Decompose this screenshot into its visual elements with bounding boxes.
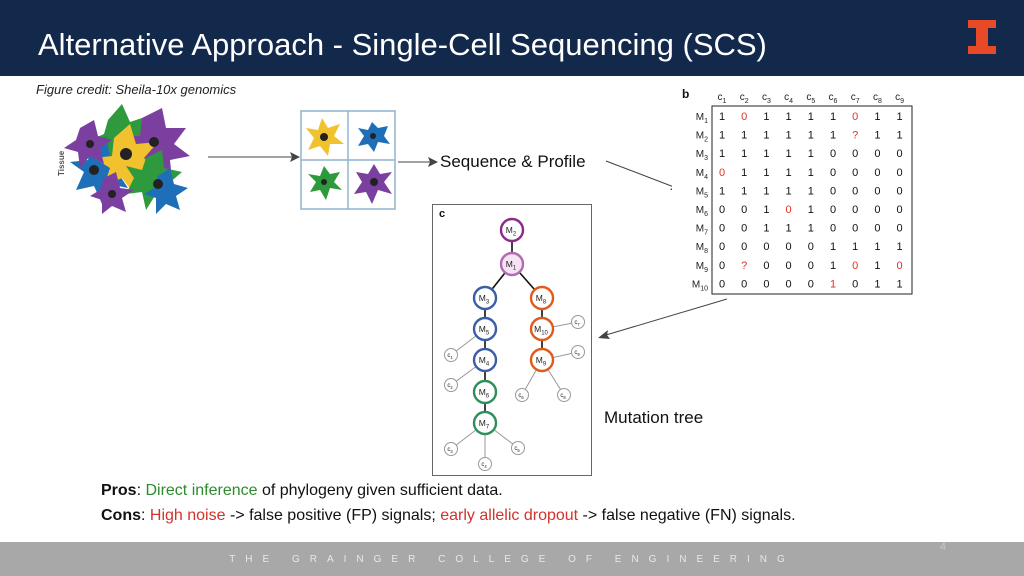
matrix-cell: 0 — [852, 111, 859, 123]
matrix-cell: 1 — [807, 111, 814, 123]
matrix-col-header: $c_5$ — [806, 92, 816, 105]
matrix-row-label: $M_8$ — [695, 242, 708, 256]
matrix-cell: 1 — [874, 111, 881, 123]
matrix-row-label: $M_2$ — [695, 130, 708, 144]
pros-cons-text — [101, 478, 796, 528]
tree-leaf-label: $c_2$ — [447, 383, 453, 390]
matrix-cell: 1 — [785, 222, 792, 235]
arrow-to-cells — [206, 150, 302, 164]
matrix-cell: 0 — [741, 204, 748, 216]
matrix-cell: 0 — [807, 241, 814, 254]
matrix-cell: ? — [741, 259, 748, 272]
matrix-cell: 0 — [741, 278, 748, 291]
matrix-col-header: $c_6$ — [828, 92, 838, 105]
matrix-cell: 1 — [807, 204, 814, 216]
tree-node-label: $M_5$ — [478, 324, 490, 337]
matrix-col-header: $c_9$ — [895, 92, 905, 105]
matrix-row-label: $M_{10}$ — [691, 279, 708, 293]
matrix-cell: 0 — [718, 166, 726, 179]
matrix-cell: 1 — [763, 111, 770, 123]
pros-line — [101, 478, 796, 503]
matrix-cell: 1 — [763, 222, 770, 235]
matrix-cell: 1 — [807, 148, 814, 161]
matrix-row-label: $M_4$ — [695, 167, 708, 181]
cons-sep: : — [141, 507, 150, 524]
matrix-cell: 0 — [718, 259, 726, 272]
matrix-cell: 0 — [763, 278, 770, 291]
matrix-cell: 1 — [741, 166, 748, 179]
matrix-cell: 0 — [741, 241, 748, 254]
tree-leaf-label: $c_6$ — [518, 393, 524, 400]
tree-leaf-label: $c_3$ — [447, 447, 453, 454]
matrix-cell: 1 — [763, 148, 770, 161]
matrix-cell: 1 — [852, 241, 859, 254]
matrix-col-header: $c_4$ — [784, 92, 794, 105]
matrix-cell: 1 — [896, 111, 903, 123]
matrix-cell: 0 — [896, 185, 903, 198]
matrix-cell: 1 — [874, 241, 881, 254]
matrix-row-label: $M_5$ — [695, 186, 708, 200]
mutation-tree-panel — [432, 204, 592, 476]
tree-leaf-label: $c_1$ — [447, 353, 453, 360]
matrix-cell: 0 — [896, 204, 903, 216]
matrix-cell: 0 — [874, 148, 881, 161]
matrix-cell: 1 — [829, 278, 837, 291]
pros-sep: : — [136, 482, 146, 499]
tree-panel-label: c — [439, 208, 446, 220]
tree-node-label: $M_4$ — [478, 355, 490, 368]
tree-leaf-label: $c_8$ — [560, 393, 566, 400]
matrix-cell: 1 — [741, 185, 748, 198]
matrix-col-header: $c_2$ — [739, 92, 749, 105]
matrix-cell: 0 — [829, 185, 837, 198]
matrix-cell: 1 — [718, 111, 726, 123]
matrix-cell: 0 — [874, 222, 881, 235]
matrix-cell: 0 — [874, 204, 881, 216]
matrix-cell: 0 — [718, 241, 726, 254]
matrix-cell: 1 — [785, 111, 792, 123]
tissue-label: Tissue — [57, 150, 66, 176]
tree-leaf-label: $c_5$ — [514, 446, 520, 453]
matrix-cell: 0 — [896, 148, 903, 161]
matrix-cell: 0 — [741, 222, 748, 235]
page-number: 4 — [939, 541, 946, 553]
tree-node-label: $M_8$ — [535, 293, 547, 306]
matrix-cell: 0 — [896, 222, 903, 235]
footer-bar — [0, 542, 1024, 576]
cons-highlight-dropout: early allelic dropout — [440, 507, 579, 524]
matrix-cell: 0 — [785, 204, 792, 216]
matrix-cell: 1 — [896, 129, 903, 142]
tree-leaf-label: $c_4$ — [481, 462, 487, 469]
matrix-cell: 1 — [763, 166, 770, 179]
matrix-cell: ? — [852, 129, 859, 142]
matrix-cell: 0 — [718, 278, 726, 291]
pros-label: Pros — [101, 482, 137, 499]
tree-node-label: $M_2$ — [505, 225, 517, 238]
tree-leaf-label: $c_9$ — [574, 350, 580, 357]
matrix-cell: 1 — [785, 185, 792, 198]
matrix-col-header: $c_7$ — [850, 92, 860, 105]
matrix-cell: 1 — [896, 241, 903, 254]
matrix-cell: 1 — [785, 129, 792, 142]
matrix-panel-label: b — [682, 87, 690, 101]
tree-node-label: $M_3$ — [478, 293, 490, 306]
tree-node-label: $M_7$ — [478, 418, 490, 431]
matrix-cell: 1 — [718, 148, 726, 161]
matrix-row-label: $M_1$ — [695, 112, 708, 125]
pros-highlight: Direct inference — [145, 482, 258, 499]
matrix-cell: 1 — [763, 185, 770, 198]
matrix-row-label: $M_6$ — [695, 205, 708, 218]
matrix-cell: 1 — [829, 111, 837, 123]
matrix-cell: 1 — [874, 129, 881, 142]
tree-node-label: $M_{10}$ — [534, 324, 548, 337]
title-bar — [0, 0, 1024, 76]
matrix-cell: 0 — [763, 259, 770, 272]
sequence-profile-label: Sequence & Profile — [440, 152, 586, 171]
illinois-logo-icon — [966, 18, 998, 56]
matrix-cell: 0 — [874, 166, 881, 179]
matrix-cell: 1 — [741, 129, 748, 142]
matrix-cell: 0 — [874, 185, 881, 198]
matrix-cell: 1 — [763, 204, 770, 216]
matrix-cell: 0 — [896, 259, 903, 272]
matrix-cell: 0 — [785, 241, 792, 254]
matrix-cell: 0 — [741, 111, 748, 123]
mutation-tree-label: Mutation tree — [604, 408, 704, 427]
matrix-col-header: $c_8$ — [872, 92, 882, 105]
tree-node-label: $M_6$ — [478, 387, 490, 400]
matrix-cell: 1 — [829, 259, 837, 272]
single-cell-grid — [300, 110, 396, 210]
matrix-col-header: $c_1$ — [717, 92, 727, 105]
matrix-cell: 1 — [718, 129, 726, 142]
cons-highlight-noise: High noise — [149, 507, 226, 524]
matrix-cell: 0 — [829, 204, 837, 216]
matrix-cell: 0 — [718, 222, 726, 235]
matrix-cell: 1 — [785, 148, 792, 161]
mutation-matrix — [672, 82, 918, 298]
matrix-cell: 0 — [807, 259, 814, 272]
matrix-cell: 1 — [807, 222, 814, 235]
matrix-cell: 0 — [896, 166, 903, 179]
matrix-row-label: $M_3$ — [695, 149, 708, 163]
matrix-cell: 1 — [807, 166, 814, 179]
tree-node-label: $M_1$ — [505, 259, 517, 272]
matrix-cell: 0 — [852, 278, 859, 291]
matrix-cell: 1 — [763, 129, 770, 142]
tree-leaf-label: $c_7$ — [574, 320, 580, 327]
matrix-cell: 0 — [852, 222, 859, 235]
matrix-cell: 0 — [763, 241, 770, 254]
matrix-cell: 1 — [807, 185, 814, 198]
footer-text: THE GRAINGER COLLEGE OF ENGINEERING — [229, 554, 795, 565]
matrix-cell: 0 — [852, 259, 859, 272]
matrix-cell: 1 — [785, 166, 792, 179]
matrix-cell: 1 — [807, 129, 814, 142]
matrix-cell: 1 — [829, 129, 837, 142]
cons-label: Cons — [101, 507, 141, 524]
matrix-cell: 0 — [785, 278, 792, 291]
matrix-cell: 0 — [829, 222, 837, 235]
matrix-cell: 0 — [852, 185, 859, 198]
matrix-row-label: $M_7$ — [695, 223, 708, 237]
arrow-to-tree — [596, 296, 730, 340]
matrix-cell: 0 — [852, 148, 859, 161]
matrix-cell: 1 — [874, 278, 881, 291]
matrix-cell: 1 — [829, 241, 837, 254]
matrix-cell: 1 — [741, 148, 748, 161]
pros-rest: of phylogeny given sufficient data. — [257, 482, 503, 499]
tissue-illustration — [50, 98, 210, 218]
matrix-cell: 0 — [852, 204, 859, 216]
slide-title: Alternative Approach - Single-Cell Sequencing (SCS) — [38, 27, 767, 62]
cons-mid: -> false positive (FP) signals; — [225, 507, 441, 524]
matrix-cell: 0 — [852, 166, 859, 179]
cons-rest: -> false negative (FN) signals. — [578, 507, 796, 524]
matrix-cell: 0 — [718, 204, 726, 216]
matrix-cell: 0 — [807, 278, 814, 291]
cons-line — [101, 503, 796, 528]
tree-node-label: $M_9$ — [535, 355, 547, 368]
figure-credit: Figure credit: Sheila-10x genomics — [36, 82, 237, 97]
arrow-to-sequence — [396, 155, 440, 169]
matrix-col-header: $c_3$ — [761, 92, 771, 105]
matrix-cell: 0 — [829, 166, 837, 179]
matrix-row-label: $M_9$ — [695, 260, 708, 274]
matrix-cell: 1 — [718, 185, 726, 198]
matrix-cell: 0 — [829, 148, 837, 161]
matrix-cell: 1 — [874, 259, 881, 272]
matrix-cell: 0 — [785, 259, 792, 272]
matrix-cell: 1 — [896, 278, 903, 291]
